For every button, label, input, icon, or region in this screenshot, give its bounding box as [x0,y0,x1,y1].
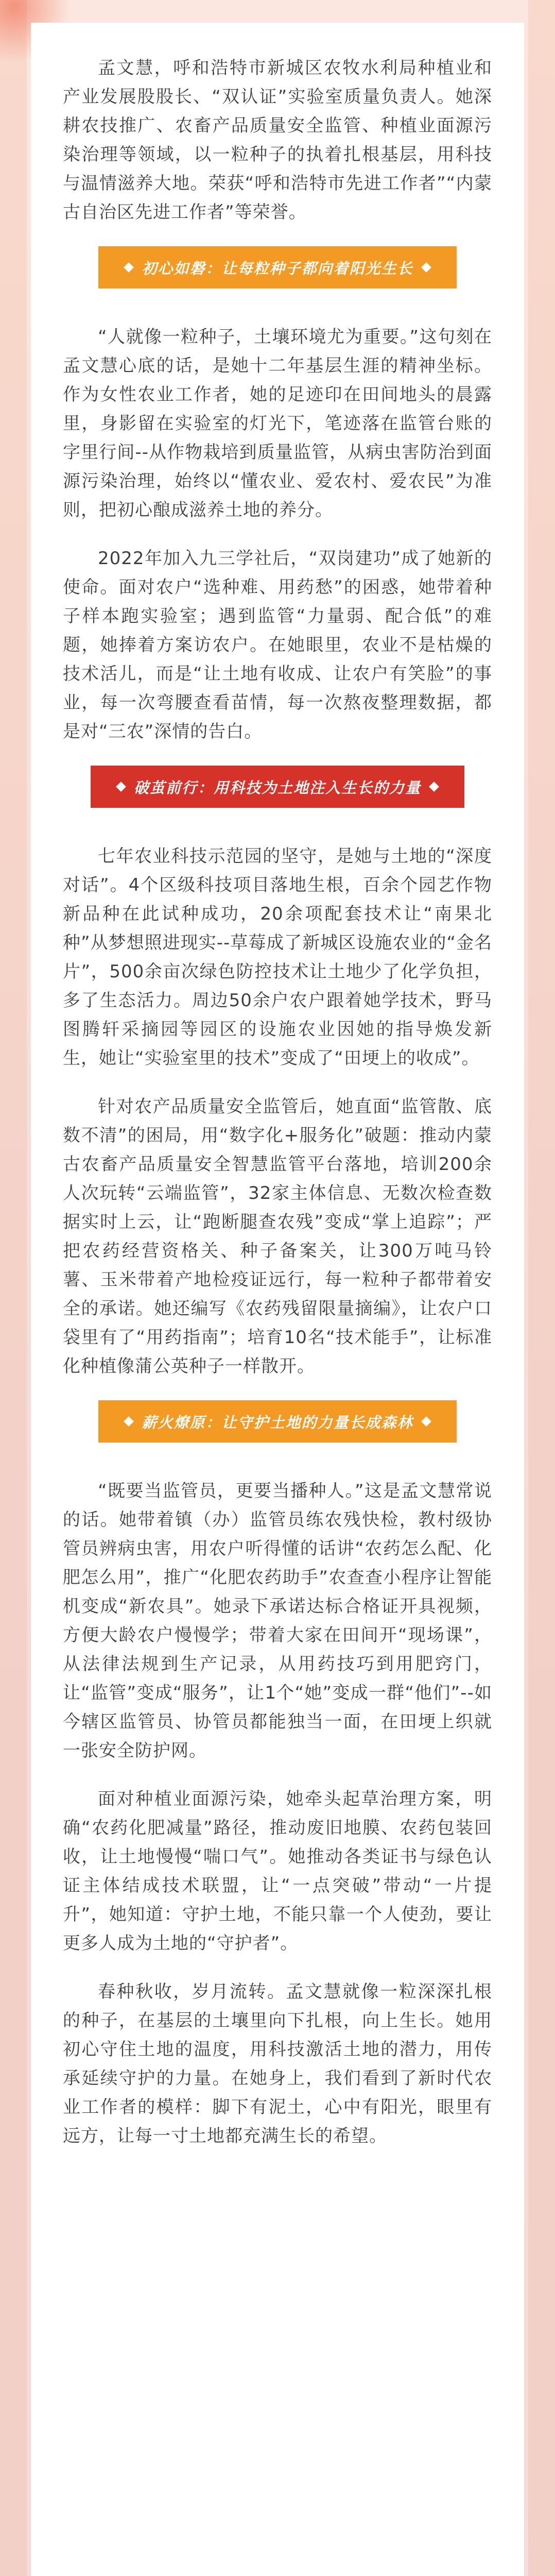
section-3-paragraph-1: “既要当监管员，更要当播种人。”这是孟文慧常说的话。她带着镇（办）监管员练农残快检，教村级协管员辨病虫害，用农户听得懂的话讲“农药怎么配、化肥怎么用”，推广“化肥农药助手”农查查小程序让智能机变成“新农具”。她录下承诺达标合格证开具视频，方便大龄农户慢慢学；带着大家在田间开“现场课”，从法律法规到生产记录，从用药技巧到用肥窍门，让“监管”变成“服务”，让1个“她”变成一群“他们”--如今辖区监管员、协管员都能独当一面，在田埂上织就一张安全防护网。 [63,1481,492,1761]
section-heading-text: 初心如磐：让每粒种子都向着阳光生长 [142,259,413,277]
article-content [31,23,524,2150]
diamond-icon [429,782,439,792]
section-3-paragraph-3: 春种秋收，岁月流转。孟文慧就像一粒深深扎根的种子，在基层的土壤里向下扎根，向上生长。她用初心守住土地的温度，用科技激活土地的潜力，用传承延续守护的力量。在她身上，我们看到了新时代农业工作者的模样：脚下有泥土，心中有阳光，眼里有远方，让每一寸土地都充满生长的希望。 [63,1981,492,2146]
section-1-paragraph-1: “人就像一粒种子，土壤环境尤为重要。”这句刻在孟文慧心底的话，是她十二年基层生涯的精神坐标。作为女性农业工作者，她的足迹印在田间地头的晨露里，身影留在实验室的灯光下，笔迹落在监管台账的字里行间--从作物栽培到质量监管，从病虫害防治到面源污染治理，始终以“懂农业、爱农村、爱农民”为准则，把初心酿成滋养土地的养分。 [63,327,492,520]
section-heading-3 [98,1400,456,1443]
right-decor-band [528,0,555,2576]
section-3-paragraph-2: 面对种植业面源污染，她牵头起草治理方案，明确“农药化肥减量”路径，推动废旧地膜、农药包装回收，让土地慢慢“喘口气”。她推动各类证书与绿色认证主体结成技术联盟，让“一点突破”带动“一片提升”，她知道：守护土地，不能只靠一个人使劲，要让更多人成为土地的“守护者”。 [63,1789,492,1954]
section-heading-wrap-3 [63,1400,492,1443]
intro-paragraph: 孟文慧，呼和浩特市新城区农牧水利局种植业和产业发展股股长、“双认证”实验室质量负责人。她深耕农技推广、农畜产品质量安全监管、种植业面源污染治理等领域，以一粒种子的执着扎根基层，用科技与温情滋养大地。荣获“呼和浩特市先进工作者”“内蒙古自治区先进工作者”等荣誉。 [63,58,492,223]
section-heading-wrap-2 [63,766,492,808]
section-2-paragraph-1: 七年农业科技示范园的坚守，是她与土地的“深度对话”。4个区级科技项目落地生根，百余个园艺作物新品种在此试种成功，20余项配套技术让“南果北种”从梦想照进现实--草莓成了新城区设施农业的“金名片”，500余亩次绿色防控技术让土地少了化学负担，多了生态活力。周边50余户农户跟着她学技术，野马图腾轩采摘园等园区的设施农业因她的指导焕发新生，她让“实验室里的技术”变成了“田埂上的收成”。 [63,846,492,1069]
section-heading-wrap-1 [63,246,492,289]
section-1-paragraph-2: 2022年加入九三学社后，“双岗建功”成了她新的使命。面对农户“选种难、用药愁”的困惑，她带着种子样本跑实验室；遇到监管“力量弱、配合低”的难题，她捧着方案访农户。在她眼里，农业不是枯燥的技术活儿，而是“让土地有收成、让农户有笑脸”的事业，每一次弯腰查看苗情，每一次熬夜整理数据，都是对“三农”深情的告白。 [63,548,492,742]
section-heading-1 [98,246,456,289]
left-decor-band [0,0,27,2576]
section-heading-text: 破茧前行：用科技为土地注入生长的力量 [133,778,421,796]
diamond-icon [421,1416,431,1427]
diamond-icon [124,1416,134,1427]
section-2-paragraph-2: 针对农产品质量安全监管后，她直面“监管散、底数不清”的困局，用“数字化+服务化”破题：推动内蒙古农畜产品质量安全智慧监管平台落地，培训200余人次玩转“云端监管”，32家主体信息、无数次检查数据实时上云，让“跑断腿查农残”变成“掌上追踪”；严把农药经营资格关、种子备案关，让300万吨马铃薯、玉米带着产地检疫证远行，每一粒种子都带着安全的承诺。她还编写《农药残留限量摘编》，让农户口袋里有了“用药指南”；培育10名“技术能手”，让标准化种植像蒲公英种子一样散开。 [63,1096,492,1377]
article-card [31,23,524,2576]
diamond-icon [421,262,431,273]
section-heading-2 [91,766,464,808]
section-heading-text: 薪火燎原：让守护土地的力量长成森林 [142,1413,413,1431]
diamond-icon [116,782,126,792]
diamond-icon [124,262,134,273]
